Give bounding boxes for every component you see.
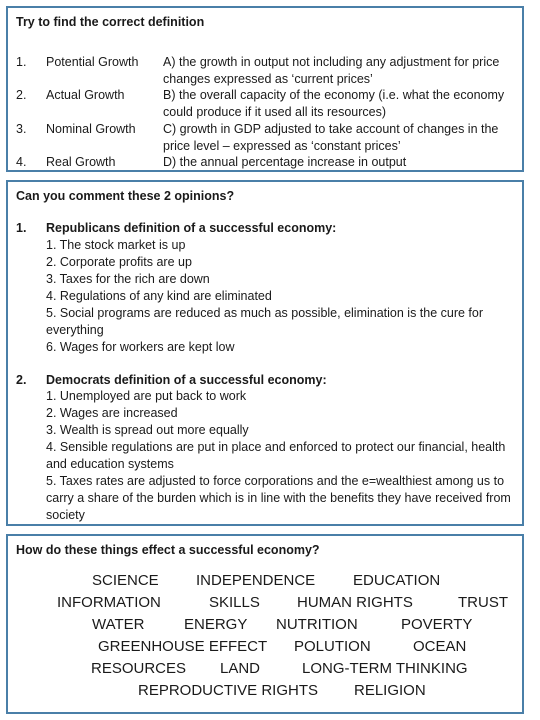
word: LAND	[220, 660, 261, 677]
term-number: 4.	[16, 155, 27, 169]
list-item: 4. Sensible regulations are put in place and enforced to protect our financial, health and education systems	[46, 440, 506, 471]
word: POVERTY	[401, 616, 473, 633]
word: EDUCATION	[353, 572, 441, 589]
term-label: Nominal Growth	[46, 122, 136, 136]
list-item: 2. Wages are increased	[46, 406, 178, 420]
word: LONG-TERM THINKING	[302, 660, 468, 677]
word: SKILLS	[209, 594, 260, 611]
word-cloud	[8, 572, 522, 704]
effects-title: How do these things effect a successful economy?	[16, 543, 320, 557]
list-item: 4. Regulations of any kind are eliminated	[46, 289, 272, 303]
word: WATER	[92, 616, 145, 633]
definitions-panel	[6, 6, 524, 172]
list-item: 3. Wealth is spread out more equally	[46, 423, 249, 437]
word: INDEPENDENCE	[196, 572, 316, 589]
term-label: Real Growth	[46, 155, 116, 169]
word-row	[8, 660, 522, 682]
word: RELIGION	[354, 682, 426, 699]
word-row	[8, 594, 522, 616]
effects-panel	[6, 534, 524, 714]
definition-c: C) growth in GDP adjusted to take account of changes in the price level – expressed as ‘constant prices’	[163, 122, 499, 153]
opinion-heading-democrats: Democrats definition of a successful economy:	[46, 373, 327, 387]
word-row	[8, 682, 522, 704]
word-row	[8, 616, 522, 638]
list-item: 3. Taxes for the rich are down	[46, 272, 210, 286]
opinion-number: 1.	[16, 221, 27, 235]
opinion-list-democrats	[46, 388, 516, 524]
word: GREENHOUSE EFFECT	[98, 638, 268, 655]
word: SCIENCE	[92, 572, 159, 589]
word: RESOURCES	[91, 660, 187, 677]
list-item: 6. Wages for workers are kept low	[46, 340, 235, 354]
list-item: 1. Unemployed are put back to work	[46, 389, 247, 403]
list-item: 1. The stock market is up	[46, 238, 186, 252]
definition-d: D) the annual percentage increase in output	[163, 155, 407, 169]
opinion-list-republicans	[46, 237, 516, 356]
list-item: 5. Taxes rates are adjusted to force corporations and the e=wealthiest among us to carry a share of the burden which is in line with the benefits they have received from society	[46, 474, 511, 522]
opinion-number: 2.	[16, 373, 27, 387]
opinions-panel	[6, 180, 524, 526]
word: POLUTION	[294, 638, 371, 655]
opinions-title: Can you comment these 2 opinions?	[16, 189, 235, 203]
word-row	[8, 572, 522, 594]
term-number: 1.	[16, 55, 27, 69]
list-item: 5. Social programs are reduced as much as possible, elimination is the cure for everything	[46, 306, 484, 337]
term-label: Actual Growth	[46, 88, 125, 102]
word: INFORMATION	[57, 594, 161, 611]
opinion-heading-republicans: Republicans definition of a successful economy:	[46, 221, 337, 235]
word: HUMAN RIGHTS	[297, 594, 413, 611]
word: NUTRITION	[276, 616, 358, 633]
word: TRUST	[458, 594, 508, 611]
definitions-title: Try to find the correct definition	[16, 15, 205, 29]
word-row	[8, 638, 522, 660]
definition-b: B) the overall capacity of the economy (i.e. what the economy could produce if it used all its resources)	[163, 88, 505, 119]
word: ENERGY	[184, 616, 248, 633]
term-number: 3.	[16, 122, 27, 136]
word: REPRODUCTIVE RIGHTS	[138, 682, 319, 699]
term-number: 2.	[16, 88, 27, 102]
term-label: Potential Growth	[46, 55, 139, 69]
word: OCEAN	[413, 638, 467, 655]
list-item: 2. Corporate profits are up	[46, 255, 192, 269]
definition-a: A) the growth in output not including any adjustment for price changes expressed as ‘current prices’	[163, 55, 500, 86]
